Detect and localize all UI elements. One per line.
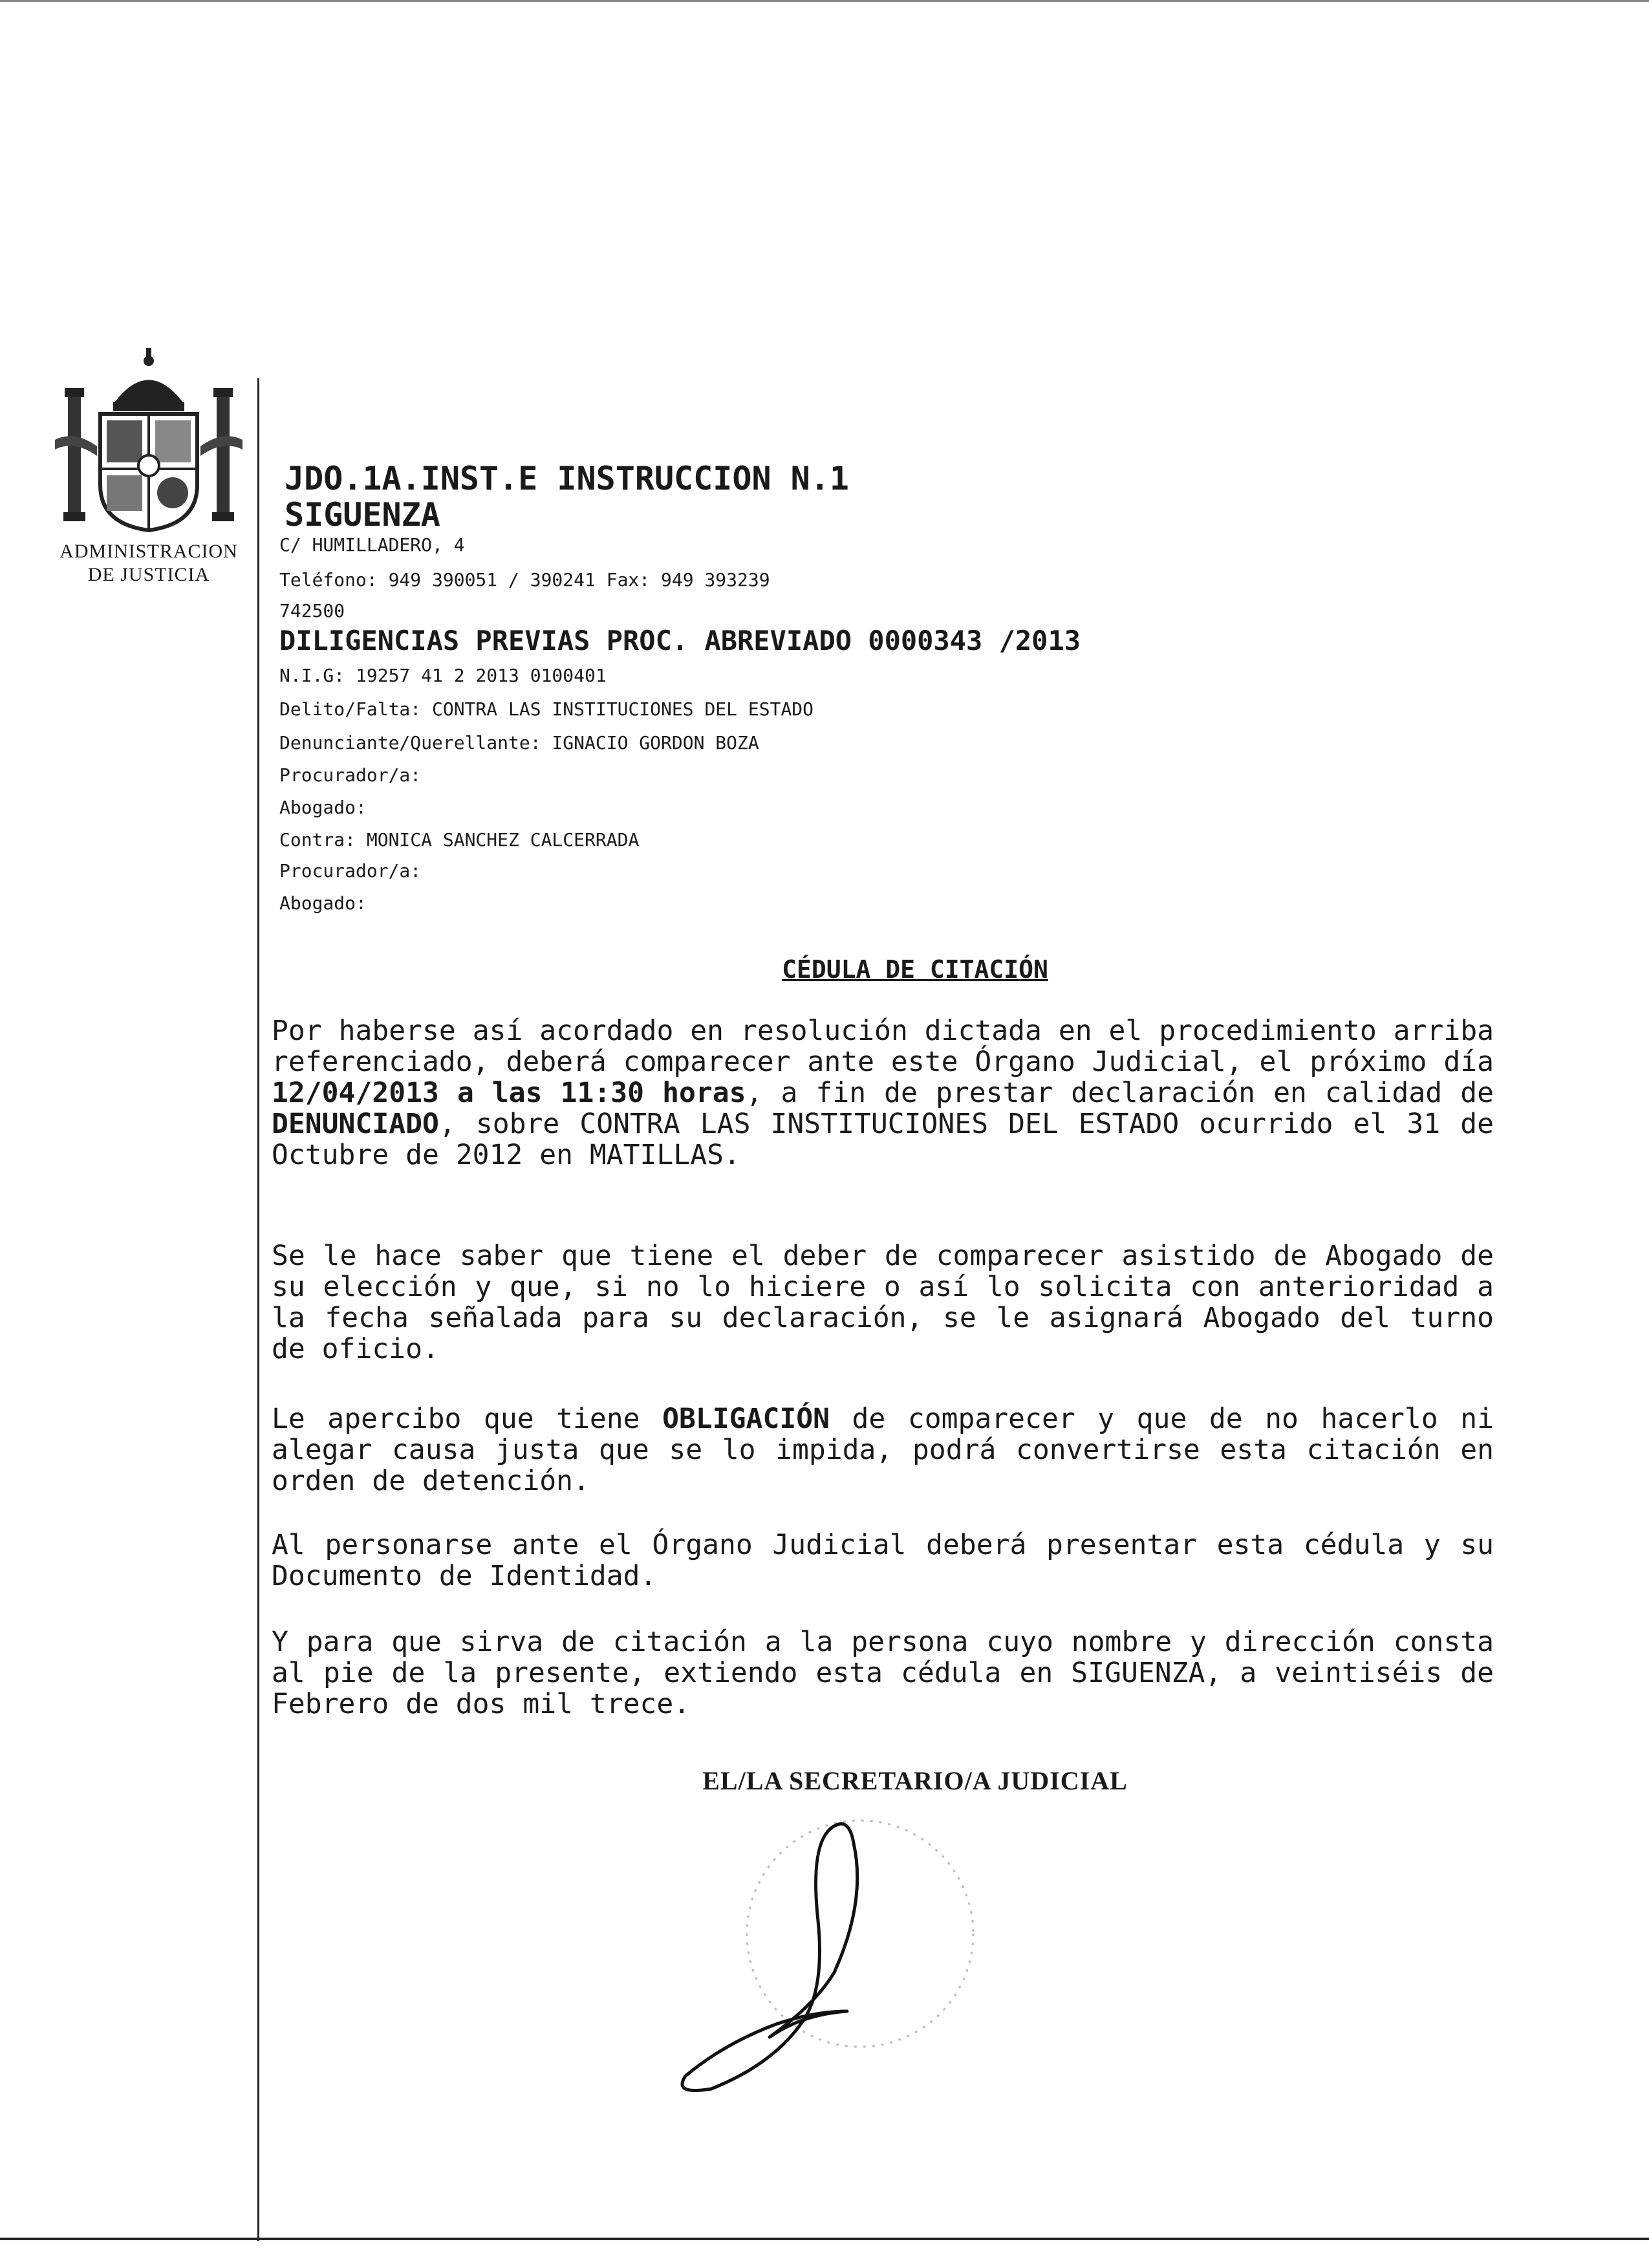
p1-text-b: , a fin de prestar declaración en calidad de [746, 1077, 1494, 1109]
paragraph-obligation [272, 1403, 1494, 1496]
court-city: SIGUENZA [285, 496, 440, 534]
spain-coat-of-arms-icon [52, 343, 246, 537]
court-phone: Teléfono: 949 390051 / 390241 Fax: 949 393239 [279, 569, 770, 590]
p1-text-a: Por haberse así acordado en resolución dictada en el procedimiento arriba referenciado, deberá comparecer ante este Órgano Judicial, el próximo día [272, 1015, 1494, 1078]
admin-line-2: DE JUSTICIA [87, 564, 210, 585]
admin-line-1: ADMINISTRACION [59, 541, 238, 562]
administration-label [55, 540, 242, 587]
document-title: CÉDULA DE CITACIÓN [782, 955, 1048, 984]
signature-icon [682, 1824, 857, 2091]
p3-text-a: Le apercibo que tiene [272, 1403, 663, 1435]
case-contra: Contra: MONICA SANCHEZ CALCERRADA [279, 829, 640, 850]
paragraph-summons [272, 1015, 1494, 1171]
signer-title: EL/LA SECRETARIO/A JUDICIAL [702, 1766, 1128, 1795]
case-procurador-1: Procurador/a: [279, 764, 422, 786]
case-abogado-1: Abogado: [279, 797, 367, 818]
case-nig: N.I.G: 19257 41 2 2013 0100401 [279, 665, 607, 686]
top-scan-edge [0, 0, 1649, 2]
p1-date: 12/04/2013 a las 11:30 horas [272, 1077, 746, 1109]
p3-text-b: de comparecer y que de no hacerlo ni alegar causa justa que se lo impida, podrá convertirse esta citación en orden de detención. [272, 1403, 1494, 1497]
case-delito: Delito/Falta: CONTRA LAS INSTITUCIONES DEL ESTADO [279, 698, 814, 720]
case-procurador-2: Procurador/a: [279, 860, 422, 881]
paragraph-identity: Al personarse ante el Órgano Judicial deberá presentar esta cédula y su Documento de Identidad. [272, 1529, 1494, 1592]
case-denunciante: Denunciante/Querellante: IGNACIO GORDON BOZA [279, 732, 759, 753]
margin-rule [257, 378, 259, 2241]
p3-obligation: OBLIGACIÓN [662, 1403, 830, 1435]
court-stamp-icon [747, 1820, 973, 2047]
court-heading [285, 460, 849, 533]
case-title: DILIGENCIAS PREVIAS PROC. ABREVIADO 0000343 /2013 [279, 625, 1081, 656]
p1-text-c: , sobre CONTRA LAS INSTITUCIONES DEL ESTADO ocurrido el 31 de Octubre de 2012 en MATILLAS. [272, 1108, 1494, 1171]
paragraph-lawyer: Se le hace saber que tiene el deber de comparecer asistido de Abogado de su elección y que, si no lo hiciere o así lo solicita con anterioridad a la fecha señalada para su declaración, se le asignará Abogado del turno de oficio. [272, 1240, 1494, 1365]
court-name: JDO.1A.INST.E INSTRUCCION N.1 [285, 460, 849, 497]
case-abogado-2: Abogado: [279, 892, 367, 914]
paragraph-closing: Y para que sirva de citación a la persona cuyo nombre y dirección consta al pie de la presente, extiendo esta cédula en SIGUENZA, a veintiséis de Febrero de dos mil trece. [272, 1626, 1494, 1720]
signature-and-stamp [647, 1791, 1035, 2102]
court-code: 742500 [279, 600, 345, 621]
p1-role: DENUNCIADO [272, 1108, 439, 1140]
court-address: C/ HUMILLADERO, 4 [279, 534, 465, 556]
bottom-scan-edge [0, 2238, 1649, 2240]
